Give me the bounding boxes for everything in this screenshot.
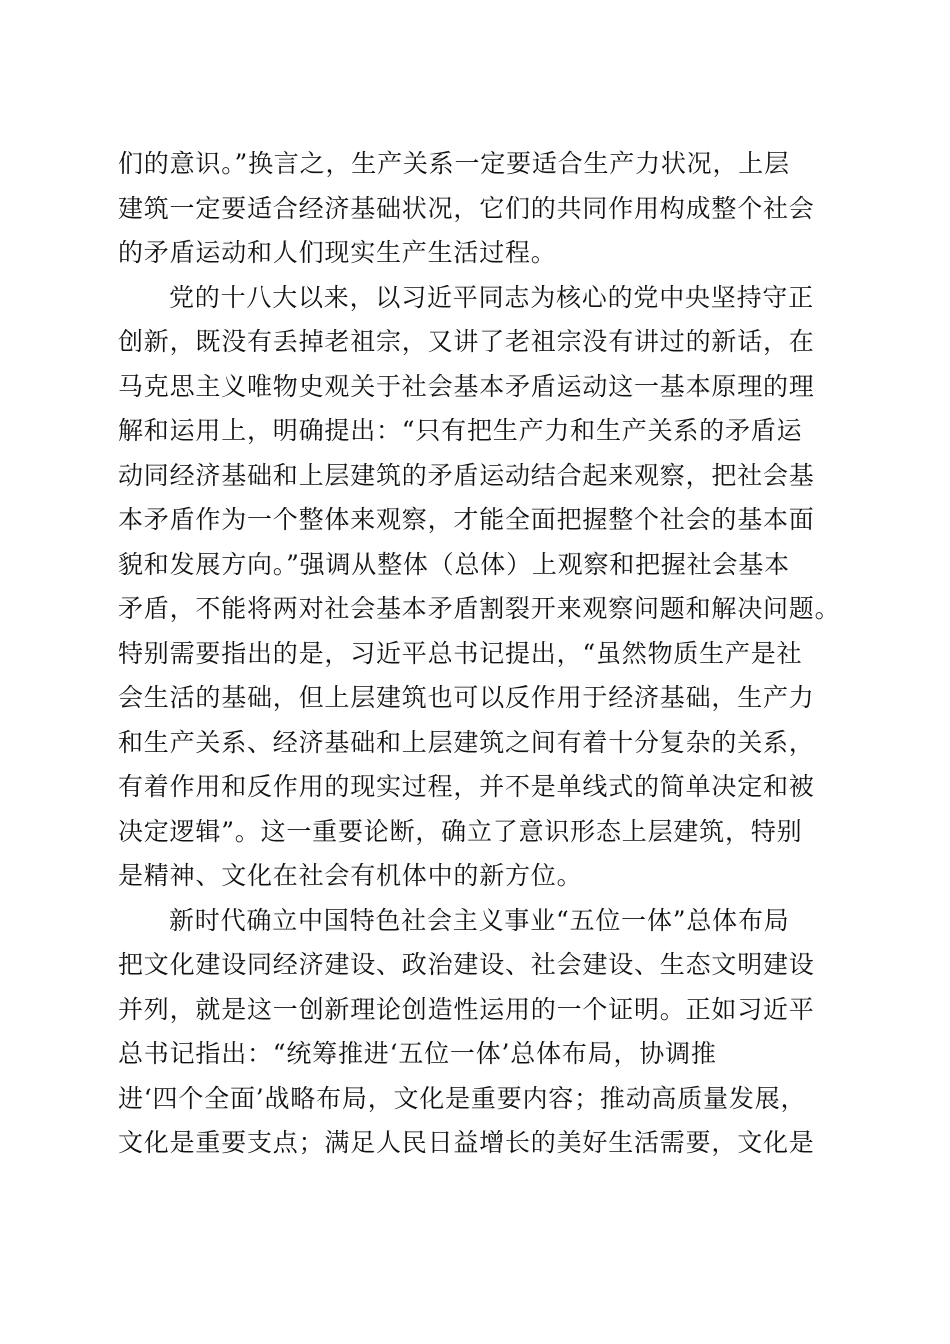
- text-line: 有着作用和反作用的现实过程，并不是单线式的简单决定和被: [118, 772, 815, 801]
- text-line: 本矛盾作为一个整体来观察，才能全面把握整个社会的基本面: [118, 505, 815, 534]
- text-line: 们的意识。”换言之，生产关系一定要适合生产力状况，上层: [118, 149, 790, 178]
- text-line: 总书记指出：“统筹推进‘五位一体’总体布局，协调推: [118, 1039, 717, 1068]
- text-line: 决定逻辑”。这一重要论断，确立了意识形态上层建筑，特别: [118, 816, 803, 846]
- text-line: 特别需要指出的是，习近平总书记提出，“虽然物质生产是社: [118, 638, 803, 668]
- text-line: 的矛盾运动和人们现实生产生活过程。: [118, 238, 557, 267]
- text-line: 并列，就是这一创新理论创造性运用的一个证明。正如习近平: [118, 994, 815, 1024]
- text-line: 把文化建设同经济建设、政治建设、社会建设、生态文明建设: [118, 950, 815, 979]
- text-line: 建筑一定要适合经济基础状况，它们的共同作用构成整个社会: [118, 193, 815, 223]
- text-line: 解和运用上，明确提出：“只有把生产力和生产关系的矛盾运: [118, 416, 803, 445]
- text-line: 马克思主义唯物史观关于社会基本矛盾运动这一基本原理的理: [118, 371, 815, 401]
- text-line: 是精神、文化在社会有机体中的新方位。: [118, 861, 583, 890]
- text-line: 会生活的基础，但上层建筑也可以反作用于经济基础，生产力: [118, 683, 815, 712]
- text-line: 创新，既没有丢掉老祖宗，又讲了老祖宗没有讲过的新话，在: [118, 327, 815, 356]
- text-line: 和生产关系、经济基础和上层建筑之间有着十分复杂的关系，: [118, 727, 815, 757]
- text-line: 矛盾，不能将两对社会基本矛盾割裂开来观察问题和解决问题。: [118, 594, 841, 623]
- text-line: 进‘四个全面’战略布局，文化是重要内容；推动高质量发展，: [118, 1083, 807, 1113]
- document-body: [118, 142, 841, 1166]
- text-line: 貌和发展方向。”强调从整体（总体）上观察和把握社会基本: [118, 549, 790, 579]
- text-line: 动同经济基础和上层建筑的矛盾运动结合起来观察，把社会基: [118, 460, 815, 490]
- text-line: 新时代确立中国特色社会主义事业“五位一体”总体布局: [169, 905, 790, 935]
- text-line: 党的十八大以来，以习近平同志为核心的党中央坚持守正: [169, 282, 815, 312]
- text-line: 文化是重要支点；满足人民日益增长的美好生活需要，文化是: [118, 1128, 815, 1157]
